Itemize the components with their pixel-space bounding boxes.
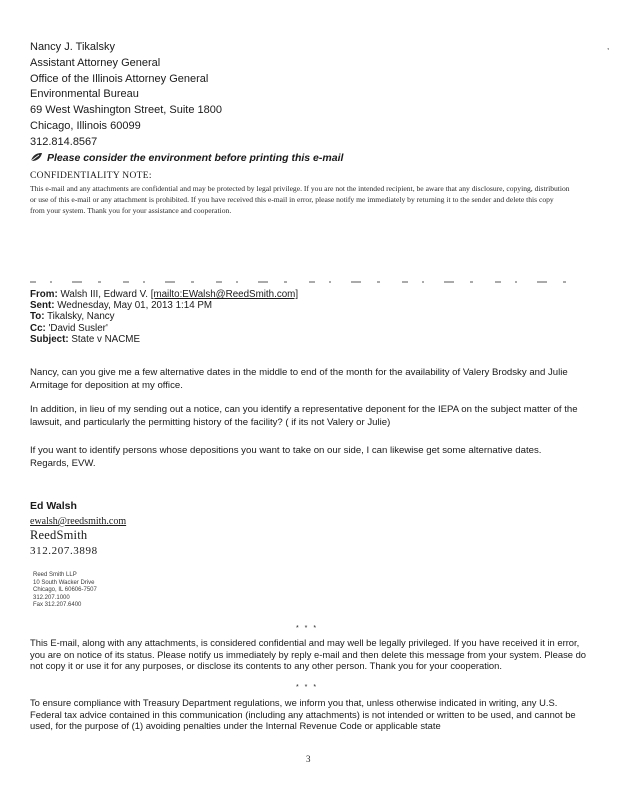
disclaimer-paragraph-1: This E-mail, along with any attachments, is considered confidential and may well be legally privileged. If you have received it in error, you are on notice of its status. Please notify us immediately by reply e-mail and then delete this message from your system. Please do not copy it or use it for any purposes, or disclose its contents to any other person. Thank you for your cooperation. (30, 637, 586, 672)
signature-title: Assistant Attorney General (30, 56, 161, 69)
subject-label: Subject: (30, 333, 69, 345)
reply-signature-email[interactable]: ewalsh@reedsmith.com (30, 516, 127, 527)
confidentiality-title: CONFIDENTIALITY NOTE: (30, 171, 152, 181)
subject-row (30, 334, 590, 345)
sent-row (30, 300, 590, 311)
cc-value: 'David Susler' (48, 322, 108, 334)
scan-mark: , (607, 42, 610, 51)
sender-signature-block (30, 40, 510, 166)
body-paragraph-1: Nancy, can you give me a few alternative dates in the middle to end of the month for the availability of Valery Brodsky and Julie Armitage for deposition at my office. (30, 367, 568, 391)
to-row (30, 311, 590, 322)
address-line-4: 312.207.1000 (33, 594, 70, 601)
from-label: From: (30, 289, 58, 300)
to-value: Tikalsky, Nancy (47, 311, 115, 323)
separator-stars-2: * * * (296, 684, 319, 691)
disclaimer-paragraph-2: To ensure compliance with Treasury Department regulations, we inform you that, unless otherwise indicated in writing, any U.S. Federal tax advice contained in this communication (including any attachments) is not intended or written to be used, and cannot be used, for the purpose of (1) avoiding penalties under the Internal Revenue Code or applicable state (30, 697, 576, 732)
address-line-2: 10 South Wacker Drive (33, 579, 95, 586)
address-line-5: Fax 312.207.6400 (33, 602, 82, 609)
reply-signature-name: Ed Walsh (30, 500, 77, 512)
body-paragraph-3: If you want to identify persons whose depositions you want to take on our side, I can likewise get some alternative dates. Regards, EVW. (30, 445, 542, 469)
signature-bureau: Environmental Bureau (30, 88, 139, 101)
cc-label: Cc: (30, 322, 46, 334)
address-line-1: Reed Smith LLP (33, 572, 77, 578)
confidentiality-note (30, 171, 570, 216)
confidentiality-body: This e-mail and any attachments are confidential and may be protected by legal privilege. If you are not the intended recipient, be aware that any disclosure, copying, distribution or use of this e-mail or any attachment is prohibited. If you have received this e-mail in error, please notify me immediately by returning it to the sender and delete this copy from your system. Thank you for your assistance and cooperation. (30, 184, 570, 215)
separator-line (30, 277, 575, 287)
leaf-icon (30, 152, 43, 162)
environment-note (30, 151, 510, 167)
signature-office: Office of the Illinois Attorney General (30, 72, 209, 85)
sent-value: Wednesday, May 01, 2013 1:14 PM (57, 300, 213, 312)
from-email-link[interactable]: [mailto:EWalsh@ReedSmith.com] (150, 289, 299, 300)
signature-name: Nancy J. Tikalsky (30, 41, 115, 53)
reply-signature-phone: 312.207.3898 (30, 545, 98, 557)
body-paragraph-2: In addition, in lieu of my sending out a notice, can you identify a representative deponent for the IEPA on the subject matter of the lawsuit, and particularly the permitting history of the facility? ( if its not Valery or Julie) (30, 404, 578, 428)
firm-address-block (33, 572, 97, 610)
sent-label: Sent: (30, 300, 55, 312)
reply-signature-firm: ReedSmith (30, 528, 88, 542)
from-value: Walsh III, Edward V. (60, 289, 148, 300)
subject-value: State v NACME (71, 333, 140, 345)
page-number: 3 (306, 754, 311, 764)
to-label: To: (30, 311, 45, 323)
signature-city: Chicago, Illinois 60099 (30, 119, 141, 132)
from-row (30, 289, 590, 300)
cc-row (30, 323, 590, 334)
signature-phone: 312.814.8567 (30, 135, 98, 148)
environment-note-text: Please consider the environment before printing this e-mail (47, 151, 344, 164)
separator-stars-1: * * * (296, 625, 319, 632)
address-line-3: Chicago, IL 60606-7507 (33, 587, 97, 594)
email-header (30, 289, 590, 345)
signature-street: 69 West Washington Street, Suite 1800 (30, 104, 223, 117)
